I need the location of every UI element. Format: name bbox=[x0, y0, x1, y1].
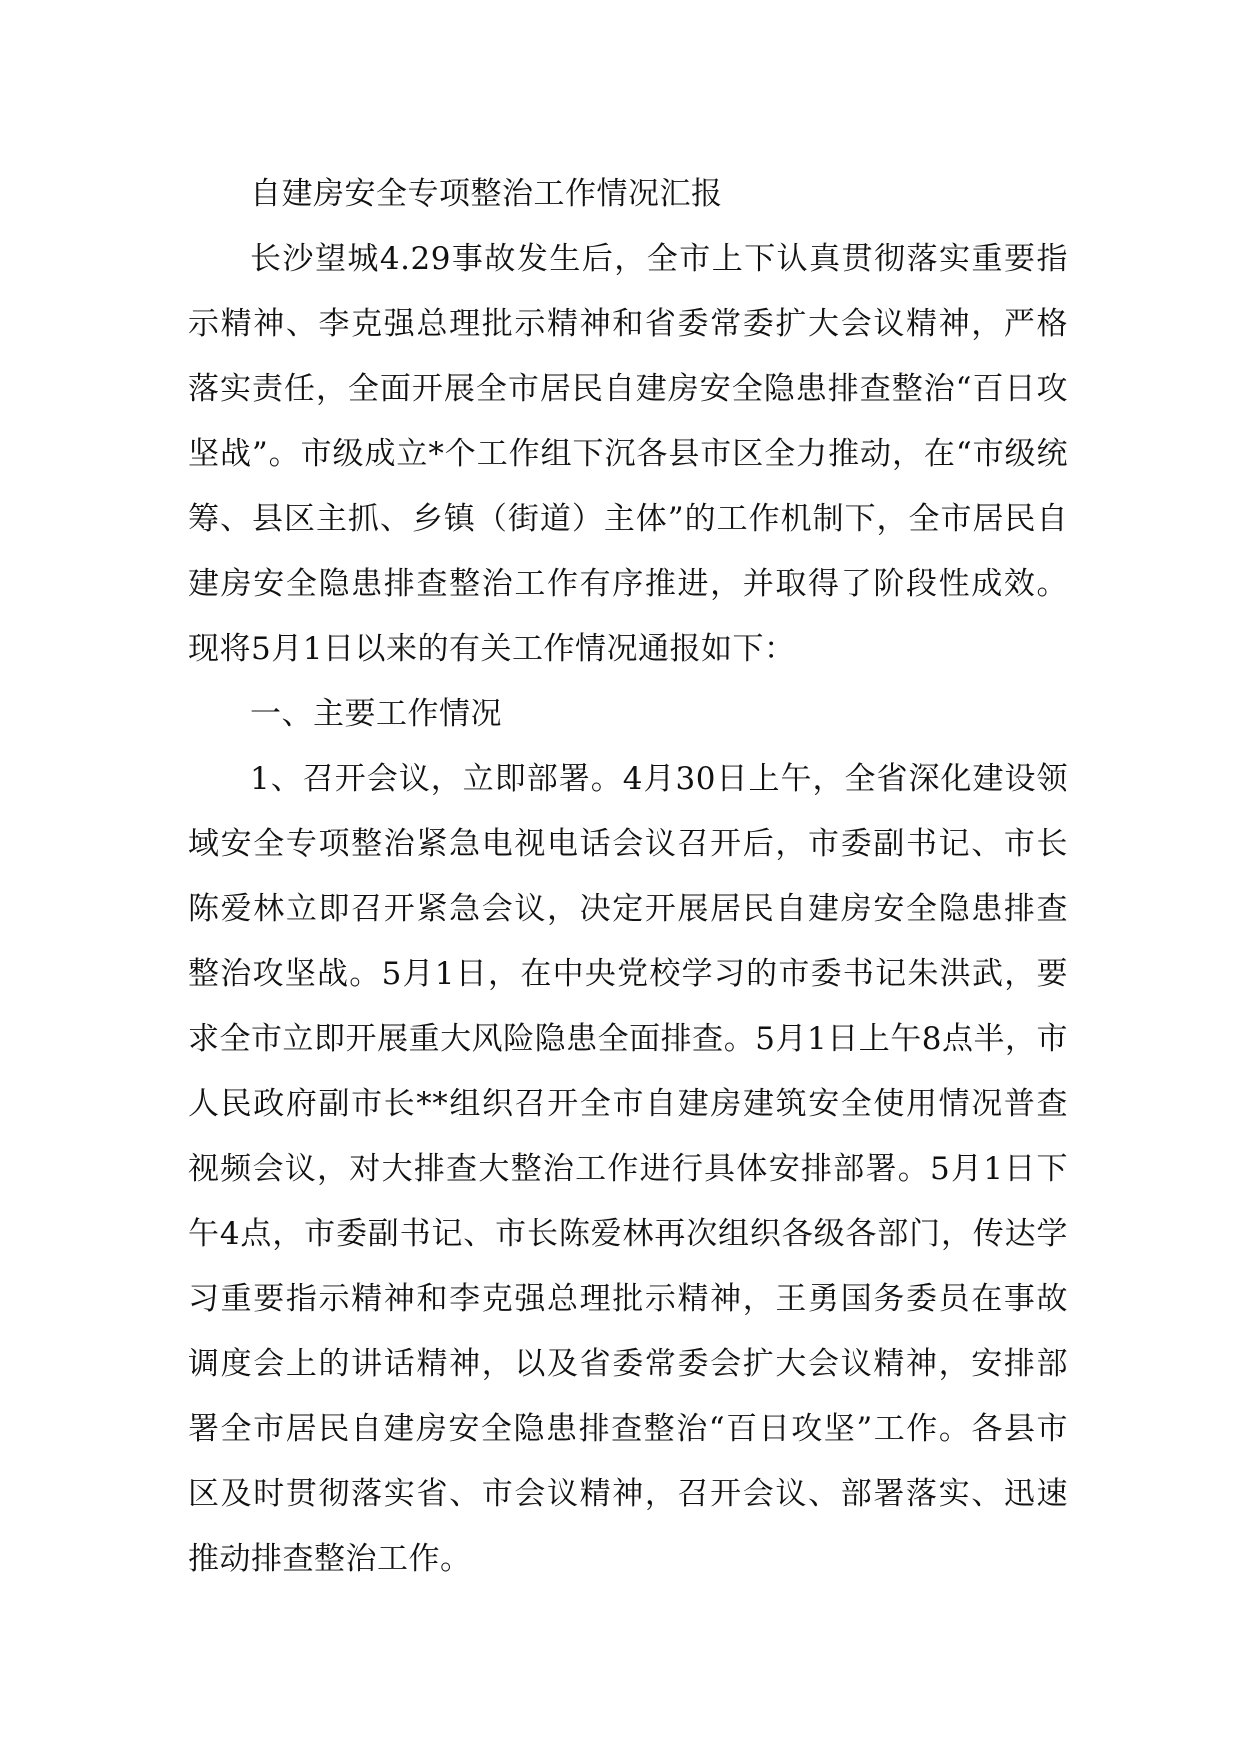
paragraph-meetings: 1、召开会议，立即部署。4月30日上午，全省深化建设领域安全专项整治紧急电视电话会议召开后，市委副书记、市长陈爱林立即召开紧急会议，决定开展居民自建房安全隐患排查整治攻坚战。5月1日，在中央党校学习的市委书记朱洪武，要求全市立即开展重大风险隐患全面排查。5月1日上午8点半，市人民政府副市长**组织召开全市自建房建筑安全使用情况普查视频会议，对大排查大整治工作进行具体安排部署。5月1日下午4点，市委副书记、市长陈爱林再次组织各级各部门，传达学习重要指示精神和李克强总理批示精神，王勇国务委员在事故调度会上的讲话精神，以及省委常委会扩大会议精神，安排部署全市居民自建房安全隐患排查整治“百日攻坚”工作。各县市区及时贯彻落实省、市会议精神，召开会议、部署落实、迅速推动排查整治工作。 bbox=[188, 761, 1068, 1577]
document-title: 自建房安全专项整治工作情况汇报 bbox=[250, 176, 723, 212]
paragraph-intro: 长沙望城4.29事故发生后，全市上下认真贯彻落实重要指示精神、李克强总理批示精神和省委常委扩大会议精神，严格落实责任，全面开展全市居民自建房安全隐患排查整治“百日攻坚战”。市级成立*个工作组下沉各县市区全力推动，在“市级统筹、县区主抓、乡镇（街道）主体”的工作机制下，全市居民自建房安全隐患排查整治工作有序推进，并取得了阶段性成效。现将5月1日以来的有关工作情况通报如下： bbox=[188, 241, 1068, 667]
document-body bbox=[188, 162, 1068, 1592]
section-heading: 一、主要工作情况 bbox=[250, 696, 502, 732]
